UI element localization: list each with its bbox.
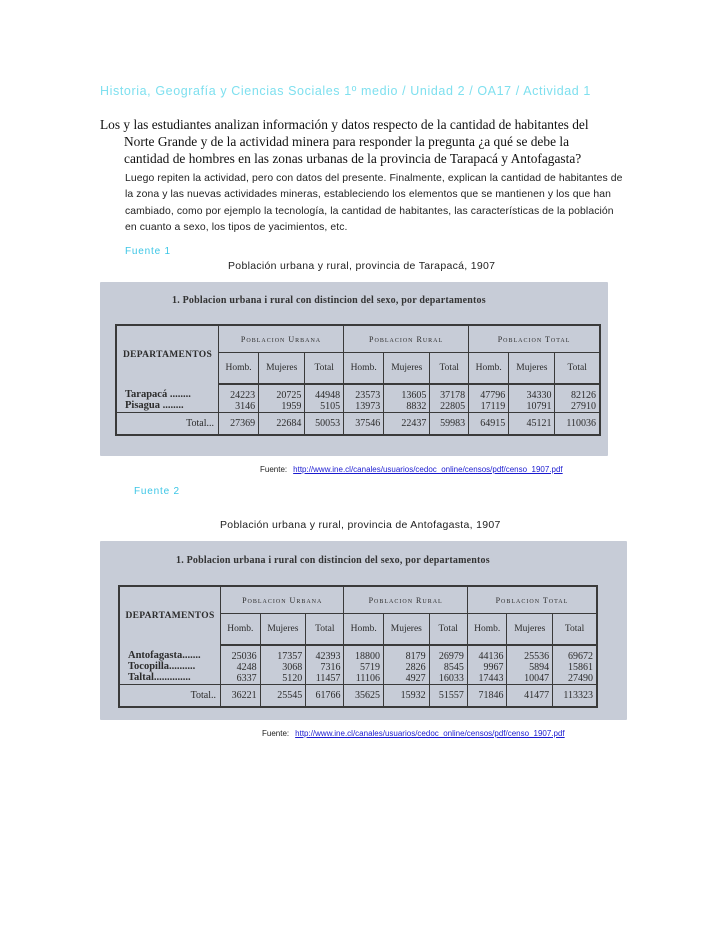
total-label: Total.. (119, 685, 221, 708)
fuente-1-scanned-table (100, 282, 608, 456)
fuente-1-source (260, 465, 563, 474)
cell: 17357 3068 5120 (260, 645, 306, 685)
dept-name-antofagasta: Antofagasta....... (128, 650, 201, 661)
cell: 59983 (430, 413, 469, 436)
dept-header: DEPARTAMENTOS (119, 586, 221, 645)
dept-name-tocopilla: Tocopilla.......... (128, 661, 196, 672)
intro-line-3: cantidad de hombres en las zonas urbanas de la provincia de Tarapacá y Antofagasta? (124, 151, 582, 166)
cell: 27369 (219, 413, 259, 436)
col-header: Mujeres (384, 353, 430, 385)
dept-name-pisagua: Pisagua ........ (125, 400, 184, 411)
col-header: Total (430, 353, 469, 385)
fuente-1-label: Fuente 1 (125, 246, 171, 257)
cell: 8179 2826 4927 (384, 645, 430, 685)
fuente-2-source (262, 729, 565, 738)
col-header: Total (553, 614, 597, 646)
breadcrumb: Historia, Geografía y Ciencias Sociales 1º medio / Unidad 2 / OA17 / Actividad 1 (100, 84, 591, 98)
cell: 24223 3146 (219, 384, 259, 413)
cell: 26979 8545 16033 (429, 645, 467, 685)
col-header: Homb. (344, 614, 384, 646)
fuente-2-scanned-table (100, 541, 627, 720)
col-header: Total (555, 353, 600, 385)
fuente-2-table (118, 585, 598, 708)
table-total-row (116, 413, 600, 436)
col-header: Mujeres (507, 614, 553, 646)
group-header: Poblacion Urbana (219, 325, 344, 353)
cell: 61766 (306, 685, 344, 708)
col-header: Total (306, 614, 344, 646)
cell: 20725 1959 (259, 384, 305, 413)
table-row (116, 384, 600, 413)
dept-name (116, 384, 219, 413)
col-header: Mujeres (260, 614, 306, 646)
fuente-2-scan-title: 1. Poblacion urbana i rural con distincion del sexo, por departamentos (176, 555, 490, 566)
total-label: Total... (116, 413, 219, 436)
cell: 25536 5894 10047 (507, 645, 553, 685)
cell: 37178 22805 (430, 384, 469, 413)
source-link[interactable]: http://www.ine.cl/canales/usuarios/cedoc_online/censos/pdf/censo_1907.pdf (295, 729, 565, 738)
cell: 36221 (221, 685, 261, 708)
table-total-row (119, 685, 597, 708)
col-header: Mujeres (509, 353, 555, 385)
col-header: Total (305, 353, 344, 385)
group-header: Poblacion Rural (344, 325, 469, 353)
cell: 13605 8832 (384, 384, 430, 413)
cell: 64915 (469, 413, 509, 436)
cell: 23573 13973 (344, 384, 384, 413)
cell: 15932 (384, 685, 430, 708)
cell: 69672 15861 27490 (553, 645, 597, 685)
cell: 82126 27910 (555, 384, 600, 413)
dept-name-taltal: Taltal.............. (128, 672, 191, 683)
cell: 44136 9967 17443 (467, 645, 507, 685)
fuente-1-scan-title: 1. Poblacion urbana i rural con distincion del sexo, por departamentos (172, 295, 486, 306)
source-link[interactable]: http://www.ine.cl/canales/usuarios/cedoc_online/censos/pdf/censo_1907.pdf (293, 465, 563, 474)
col-header: Mujeres (259, 353, 305, 385)
cell: 71846 (467, 685, 507, 708)
cell: 22684 (259, 413, 305, 436)
dept-header: DEPARTAMENTOS (116, 325, 219, 384)
fuente-2-label: Fuente 2 (134, 486, 180, 497)
fuente-2-caption: Población urbana y rural, provincia de Antofagasta, 1907 (220, 519, 501, 531)
cell: 37546 (344, 413, 384, 436)
source-label: Fuente: (262, 729, 290, 738)
cell: 34330 10791 (509, 384, 555, 413)
cell: 41477 (507, 685, 553, 708)
col-header: Homb. (221, 614, 261, 646)
col-header: Homb. (467, 614, 507, 646)
cell: 110036 (555, 413, 600, 436)
activity-intro (100, 116, 625, 167)
dept-name (119, 645, 221, 685)
col-header: Homb. (469, 353, 509, 385)
intro-line-1: Los y las estudiantes analizan información y datos respecto de la cantidad de habitantes del (100, 117, 589, 132)
cell: 25036 4248 6337 (221, 645, 261, 685)
cell: 35625 (344, 685, 384, 708)
fuente-1-caption: Población urbana y rural, provincia de Tarapacá, 1907 (228, 260, 496, 272)
cell: 47796 17119 (469, 384, 509, 413)
cell: 18800 5719 11106 (344, 645, 384, 685)
activity-paragraph: Luego repiten la actividad, pero con datos del presente. Finalmente, explican la cantidad de habitantes de la zona y las nuevas actividades mineras, estableciendo los elementos que se mantienen y los que han cambiado, como por ejemplo la tecnología, la cantidad de habitantes, las características de la población en cuanto a sexo, los tipos de yacimientos, etc. (125, 173, 623, 233)
cell: 44948 5105 (305, 384, 344, 413)
cell: 25545 (260, 685, 306, 708)
col-header: Total (429, 614, 467, 646)
cell: 42393 7316 11457 (306, 645, 344, 685)
group-header: Poblacion Rural (344, 586, 467, 614)
cell: 45121 (509, 413, 555, 436)
col-header: Mujeres (384, 614, 430, 646)
col-header: Homb. (219, 353, 259, 385)
table-row (119, 645, 597, 685)
col-header: Homb. (344, 353, 384, 385)
group-header: Poblacion Total (469, 325, 600, 353)
cell: 51557 (429, 685, 467, 708)
dept-name-tarapaca: Tarapacá ........ (125, 389, 191, 400)
intro-line-2: Norte Grande y de la actividad minera para responder la pregunta ¿a qué se debe la (124, 134, 570, 149)
fuente-1-table (115, 324, 601, 436)
cell: 113323 (553, 685, 597, 708)
group-header: Poblacion Urbana (221, 586, 344, 614)
cell: 50053 (305, 413, 344, 436)
source-label: Fuente: (260, 465, 288, 474)
group-header: Poblacion Total (467, 586, 597, 614)
cell: 22437 (384, 413, 430, 436)
